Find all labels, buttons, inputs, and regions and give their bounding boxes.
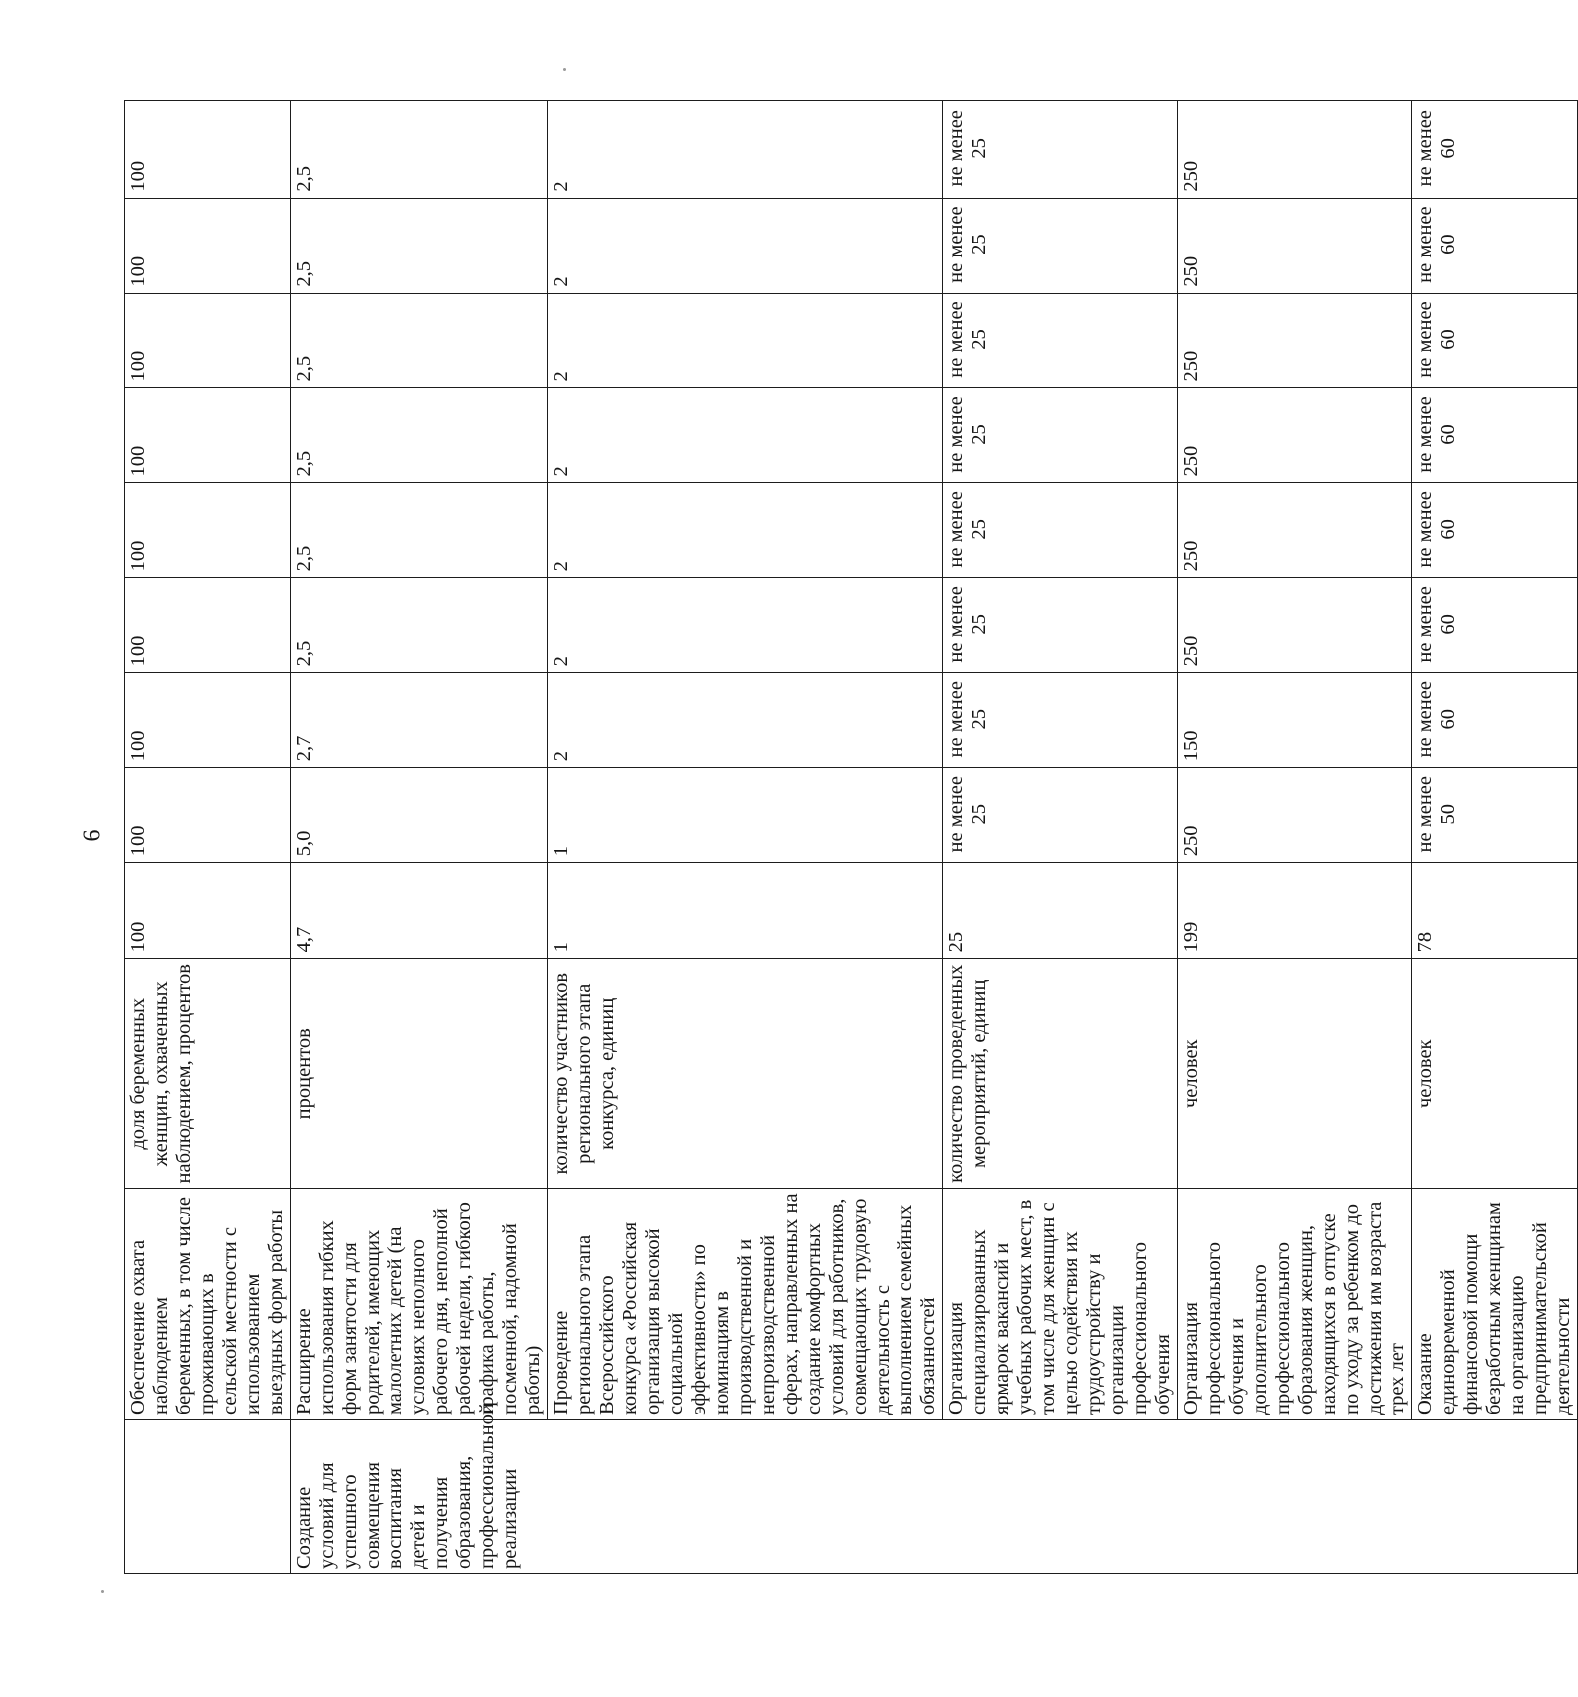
- value-cell: 4,7: [290, 863, 547, 959]
- table-row: [1177, 101, 1412, 1574]
- task-cell: [125, 1420, 291, 1574]
- value-cell: 250: [1177, 388, 1412, 483]
- value-cell: не менее 60: [1412, 578, 1578, 673]
- value-cell: не менее 60: [1412, 293, 1578, 388]
- table-row: [290, 101, 547, 1574]
- unit-cell: человек: [1177, 959, 1412, 1189]
- unit-cell: доля беременных женщин, охваченных наблюдением, процентов: [125, 959, 291, 1189]
- table-row: [943, 101, 1178, 1574]
- value-cell: не менее 60: [1412, 483, 1578, 578]
- value-cell: 2,5: [290, 388, 547, 483]
- value-cell: 2: [548, 101, 943, 199]
- value-cell: 100: [125, 768, 291, 863]
- value-cell: не менее 25: [943, 673, 1178, 768]
- value-cell: 250: [1177, 101, 1412, 199]
- value-cell: 2: [548, 673, 943, 768]
- event-cell: Проведение регионального этапа Всероссийского конкурса «Российская организация высокой социальной эффективности» по номинациям в производственной и непроизводственной сферах, направленных на создание комфортных условий для работников, совмещающих трудовую деятельность с выполнением семейных обязанностей: [548, 1189, 943, 1420]
- value-cell: не менее 60: [1412, 101, 1578, 199]
- value-cell: не менее 25: [943, 198, 1178, 293]
- value-cell: 250: [1177, 768, 1412, 863]
- value-cell: 2: [548, 293, 943, 388]
- event-cell: Обеспечение охвата наблюдением беременных, в том числе проживающих в сельской местности с использованием выездных форм работы: [125, 1189, 291, 1420]
- task-cell: Создание условий для успешного совмещения воспитания детей и получения образования, профессиональной реализации: [290, 1420, 1577, 1574]
- value-cell: 100: [125, 388, 291, 483]
- value-cell: 2,7: [290, 673, 547, 768]
- unit-cell: количество проведенных мероприятий, единиц: [943, 959, 1178, 1189]
- page-number: 6: [79, 829, 106, 842]
- event-cell: Оказание единовременной финансовой помощи безработным женщинам на организацию предпринимательской деятельности: [1412, 1189, 1578, 1420]
- value-cell: 100: [125, 293, 291, 388]
- value-cell: 100: [125, 578, 291, 673]
- value-cell: 2,5: [290, 578, 547, 673]
- value-cell: 5,0: [290, 768, 547, 863]
- value-cell: не менее 50: [1412, 768, 1578, 863]
- indicators-table: [124, 100, 1578, 1574]
- value-cell: 2: [548, 198, 943, 293]
- value-cell: 2,5: [290, 101, 547, 199]
- value-cell: 2: [548, 483, 943, 578]
- value-cell: не менее 25: [943, 101, 1178, 199]
- table-row: [1412, 101, 1578, 1574]
- value-cell: 250: [1177, 483, 1412, 578]
- rotated-table-frame: [124, 100, 1575, 1574]
- value-cell: 150: [1177, 673, 1412, 768]
- value-cell: не менее 25: [943, 293, 1178, 388]
- event-cell: Организация профессионального обучения и дополнительного профессионального образования женщин, находящихся в отпуске по уходу за ребенком до достижения им возраста трех лет: [1177, 1189, 1412, 1420]
- value-cell: 25: [943, 863, 1178, 959]
- value-cell: не менее 60: [1412, 388, 1578, 483]
- value-cell: 250: [1177, 198, 1412, 293]
- unit-cell: процентов: [290, 959, 547, 1189]
- value-cell: 100: [125, 198, 291, 293]
- value-cell: 2,5: [290, 198, 547, 293]
- value-cell: не менее 25: [943, 388, 1178, 483]
- value-cell: не менее 25: [943, 483, 1178, 578]
- value-cell: 199: [1177, 863, 1412, 959]
- value-cell: 2,5: [290, 293, 547, 388]
- value-cell: не менее 25: [943, 578, 1178, 673]
- value-cell: 1: [548, 863, 943, 959]
- scan-speck: [563, 68, 566, 71]
- value-cell: 250: [1177, 578, 1412, 673]
- scan-speck: [101, 1590, 104, 1593]
- event-cell: Организация специализированных ярмарок вакансий и учебных рабочих мест, в том числе для женщин с целью содействия их трудоустройству и организации профессионального обучения: [943, 1189, 1178, 1420]
- value-cell: не менее 25: [943, 768, 1178, 863]
- unit-cell: количество участников регионального этапа конкурса, единиц: [548, 959, 943, 1189]
- value-cell: 2: [548, 578, 943, 673]
- value-cell: 100: [125, 673, 291, 768]
- value-cell: 78: [1412, 863, 1578, 959]
- value-cell: 100: [125, 483, 291, 578]
- event-cell: Расширение использования гибких форм занятости для родителей, имеющих малолетних детей (на условиях неполного рабочего дня, неполной рабочей недели, гибкого графика работы, посменной, надомной работы): [290, 1189, 547, 1420]
- value-cell: 2,5: [290, 483, 547, 578]
- value-cell: 1: [548, 768, 943, 863]
- value-cell: 100: [125, 101, 291, 199]
- table-row: [548, 101, 943, 1574]
- table-row: [125, 101, 291, 1574]
- value-cell: 2: [548, 388, 943, 483]
- value-cell: не менее 60: [1412, 198, 1578, 293]
- value-cell: 100: [125, 863, 291, 959]
- value-cell: 250: [1177, 293, 1412, 388]
- value-cell: не менее 60: [1412, 673, 1578, 768]
- unit-cell: человек: [1412, 959, 1578, 1189]
